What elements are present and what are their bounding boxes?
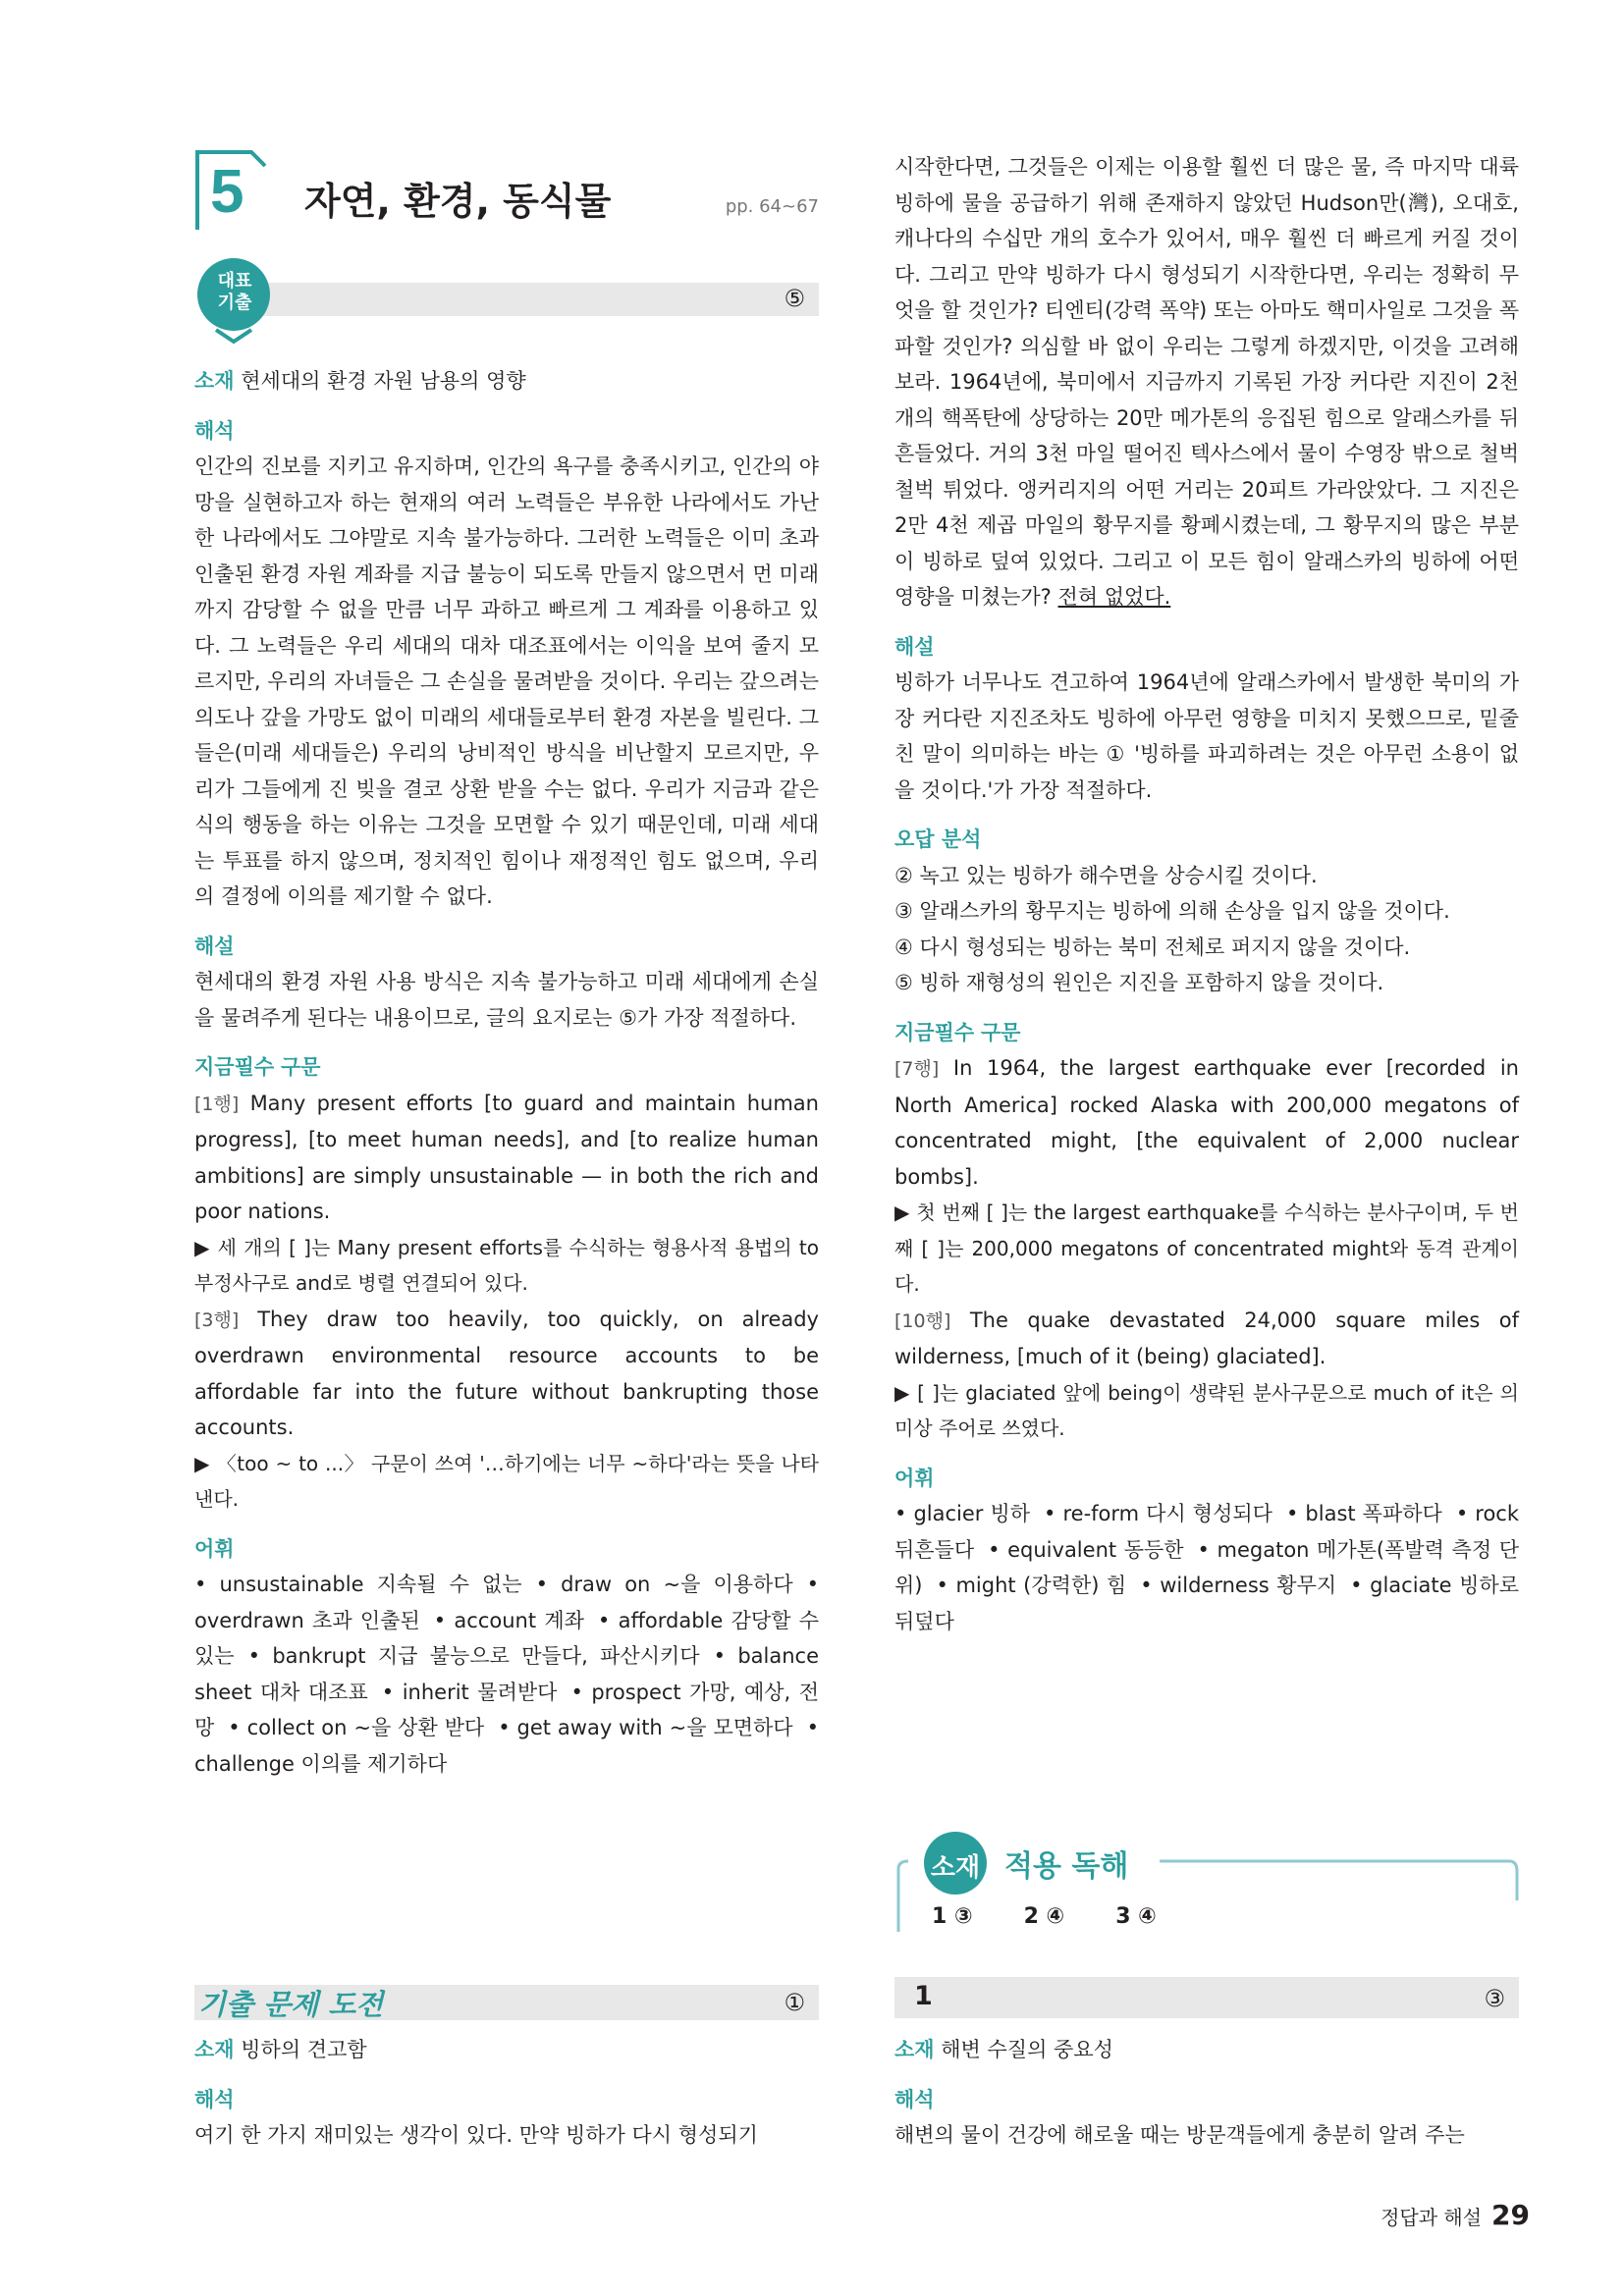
challenge-topic: 소재 빙하의 견고함 bbox=[194, 2038, 367, 2061]
question-1-body bbox=[894, 2032, 1519, 2154]
topic-line: 소재 현세대의 환경 자원 남용의 영향 bbox=[194, 369, 526, 393]
syntax-note-2: ▶ 〈too ~ to ...〉 구문이 쓰여 '…하기에는 너무 ~하다'라는 뜻을 나타낸다. bbox=[194, 1451, 819, 1511]
translation-label: 해석 bbox=[194, 418, 235, 443]
right-syntax-note-1: ▶ 첫 번째 [ ]는 the largest earthquake를 수식하는 분사구이며, 두 번째 [ ]는 200,000 megatons of concentrated might와 동격 관계이다. bbox=[894, 1201, 1519, 1296]
right-syntax-label: 지금필수 구문 bbox=[894, 1020, 1021, 1044]
challenge-band bbox=[194, 1979, 819, 2024]
badge-label: 대표 기출 bbox=[217, 271, 252, 313]
chapter-number: 5 bbox=[210, 158, 244, 226]
wrong-item: ② 녹고 있는 빙하가 해수면을 상승시킬 것이다. bbox=[894, 863, 1318, 887]
answer-number: ⑤ bbox=[784, 285, 805, 312]
translation-text: 인간의 진보를 지키고 유지하며, 인간의 욕구를 충족시키고, 인간의 야망을 실현하고자 하는 현재의 여러 노력들은 부유한 나라에서도 가난한 나라에서도 그야말로 지속 불가능하다. 그러한 노력들은 이미 초과 인출된 환경 자원 계좌를 지급 불능이 되도록 만들지 않으면서 먼 미래까지 감당할 수 없을 만큼 너무 과하고 빠르게 그 계좌를 이용하고 있다. 그 노력들은 우리 세대의 대차 대조표에서는 이익을 보여 줄지 모르지만, 우리의 자녀들은 그 손실을 물려받을 것이다. 우리는 갚으려는 의도나 갚을 가망도 없이 미래의 세대들로부터 환경 자본을 빌린다. 그들은(미래 세대들은) 우리의 낭비적인 방식을 비난할지 모르지만, 우리가 그들에게 진 빚을 결코 상환 받을 수는 없다. 우리가 지금과 같은 식의 행동을 하는 이유는 그것을 모면할 수 있기 때문인데, 미래 세대는 투표를 하지 않으며, 정치적인 힘이나 재정적인 힘도 없으며, 우리의 결정에 이의를 제기할 수 없다. bbox=[194, 454, 819, 908]
representative-question-band bbox=[194, 257, 819, 346]
application-reading-box bbox=[894, 1826, 1519, 1934]
answer-band bbox=[253, 283, 819, 316]
syntax-note-1: ▶ 세 개의 [ ]는 Many present efforts를 수식하는 형용사적 용법의 to부정사구로 and로 병렬 연결되어 있다. bbox=[194, 1235, 819, 1295]
question-1-band bbox=[894, 1977, 1519, 2018]
right-vocab-label: 어휘 bbox=[894, 1466, 935, 1490]
vocab-label: 어휘 bbox=[194, 1536, 235, 1561]
chapter-header bbox=[194, 149, 819, 238]
continued-translation: 시작한다면, 그것들은 이제는 이용할 훨씬 더 많은 물, 즉 마지막 대륙 빙하에 물을 공급하기 위해 존재하지 않았던 Hudson만(灣), 오대호, 캐나다의 수십만 개의 호수가 있어서, 매우 훨씬 더 빠르게 커질 것이다. 그리고 만약 빙하가 다시 형성되기 시작한다면, 우리는 정확히 무엇을 할 것인가? 티엔티(강력 폭약) 또는 아마도 핵미사일로 그것을 폭파할 것인가? 의심할 바 없이 우리는 그렇게 하겠지만, 이것을 고려해 보라. 1964년에, 북미에서 지금까지 기록된 가장 커다란 지진이 2천 개의 핵폭탄에 상당하는 20만 메가톤의 응집된 힘으로 알래스카를 뒤흔들었다. 거의 3천 마일 떨어진 텍사스에서 물이 수영장 밖으로 철벅철벅 튀었다. 앵커리지의 어떤 거리는 20피트 가라앉았다. 그 지진은 2만 4천 제곱 마일의 황무지를 황폐시켰는데, 그 황무지의 많은 부분이 빙하로 덮여 있었다. 그리고 이 모든 힘이 알래스카의 빙하에 어떤 영향을 미쳤는가? 전혀 없었다. bbox=[894, 155, 1519, 609]
page-number: 29 bbox=[1491, 2199, 1530, 2231]
explanation-text: 현세대의 환경 자원 사용 방식은 지속 불가능하고 미래 세대에게 손실을 물려주게 된다는 내용이므로, 글의 요지로는 ⑤가 가장 적절하다. bbox=[194, 970, 819, 1030]
left-column bbox=[194, 363, 819, 1782]
right-syntax-sentence-2: [10행] The quake devastated 24,000 square miles of wilderness, [much of it (being) glaciated]. bbox=[894, 1308, 1519, 1368]
right-syntax-note-2: ▶ [ ]는 glaciated 앞에 being이 생략된 분사구문으로 much of it은 의미상 주어로 쓰였다. bbox=[894, 1380, 1519, 1440]
right-explanation-label: 해설 bbox=[894, 634, 935, 659]
application-bubble: 소재 bbox=[924, 1832, 987, 1895]
right-syntax-sentence-1: [7행] In 1964, the largest earthquake ever [recorded in North America] rocked Alaska with 200,000 megatons of concentrated might, [the equivalent of 2,000 nuclear bombs]. bbox=[894, 1056, 1519, 1189]
application-title: 적용 독해 bbox=[1004, 1849, 1129, 1884]
question-answer: ③ bbox=[1484, 1985, 1505, 2012]
question-topic: 소재 해변 수질의 중요성 bbox=[894, 2038, 1113, 2061]
question-trans-label: 해석 bbox=[894, 2087, 935, 2111]
application-answers: 1 ③ 2 ④ 3 ④ bbox=[932, 1904, 1157, 1929]
right-column bbox=[894, 149, 1519, 1639]
wrong-item: ③ 알래스카의 황무지는 빙하에 의해 손상을 입지 않을 것이다. bbox=[894, 899, 1450, 923]
challenge-trans-text: 여기 한 가지 재미있는 생각이 있다. 만약 빙하가 다시 형성되기 bbox=[194, 2123, 758, 2147]
footer-label: 정답과 해설 bbox=[1380, 2206, 1483, 2229]
wrong-item: ④ 다시 형성되는 빙하는 북미 전체로 퍼지지 않을 것이다. bbox=[894, 934, 1411, 959]
challenge-title: 기출 문제 도전 bbox=[198, 1988, 384, 2021]
chapter-title: 자연, 환경, 동식물 bbox=[304, 180, 612, 223]
challenge-answer: ① bbox=[784, 1989, 805, 2016]
right-explanation-text: 빙하가 너무나도 견고하여 1964년에 알래스카에서 발생한 북미의 가장 커다란 지진조차도 빙하에 아무런 영향을 미치지 못했으므로, 밑줄 친 말이 의미하는 바는 ① '빙하를 파괴하려는 것은 아무런 소용이 없을 것이다.'가 가장 적절하다. bbox=[894, 670, 1519, 802]
page-footer bbox=[1380, 2199, 1530, 2231]
wrong-analysis-label: 오답 분석 bbox=[894, 828, 982, 851]
chapter-pages: pp. 64~67 bbox=[725, 196, 819, 217]
explanation-label: 해설 bbox=[194, 934, 235, 958]
question-trans-text: 해변의 물이 건강에 해로울 때는 방문객들에게 충분히 알려 주는 bbox=[894, 2123, 1465, 2147]
syntax-sentence-2: [3행] They draw too heavily, too quickly, on already overdrawn environmental resource accounts to be affordable far into the future without bankrupting those accounts. bbox=[194, 1307, 819, 1439]
question-number: 1 bbox=[914, 1981, 933, 2011]
challenge-trans-label: 해석 bbox=[194, 2087, 235, 2111]
syntax-sentence-1: [1행] Many present efforts [to guard and maintain human progress], [to meet human needs], and [to realize human ambitions] are simply unsustainable — in both the rich and poor nations. bbox=[194, 1091, 819, 1223]
wrong-item: ⑤ 빙하 재형성의 원인은 지진을 포함하지 않을 것이다. bbox=[894, 971, 1384, 994]
syntax-label: 지금필수 구문 bbox=[194, 1055, 321, 1079]
vocab-list: • unsustainable 지속될 수 없는 • draw on ~을 이용하다 • overdrawn 초과 인출된 • account 계좌 • affordable 감당할 수 있는 • bankrupt 지급 불능으로 만들다, 파산시키다 • balance sheet 대차 대조표 • inherit 물려받다 • prospect 가망, 예상, 전망 • collect on ~을 상환 받다 • get away with ~을 모면하다 • challenge 이의를 제기하다 bbox=[194, 1573, 819, 1776]
right-vocab-list: • glacier 빙하 • re-form 다시 형성되다 • blast 폭파하다 • rock 뒤흔들다 • equivalent 동등한 • megaton 메가톤(폭발력 측정 단위) • might (강력한) 힘 • wilderness 황무지 • glaciate 빙하로 뒤덮다 bbox=[894, 1502, 1520, 1633]
challenge-body bbox=[194, 2032, 819, 2154]
